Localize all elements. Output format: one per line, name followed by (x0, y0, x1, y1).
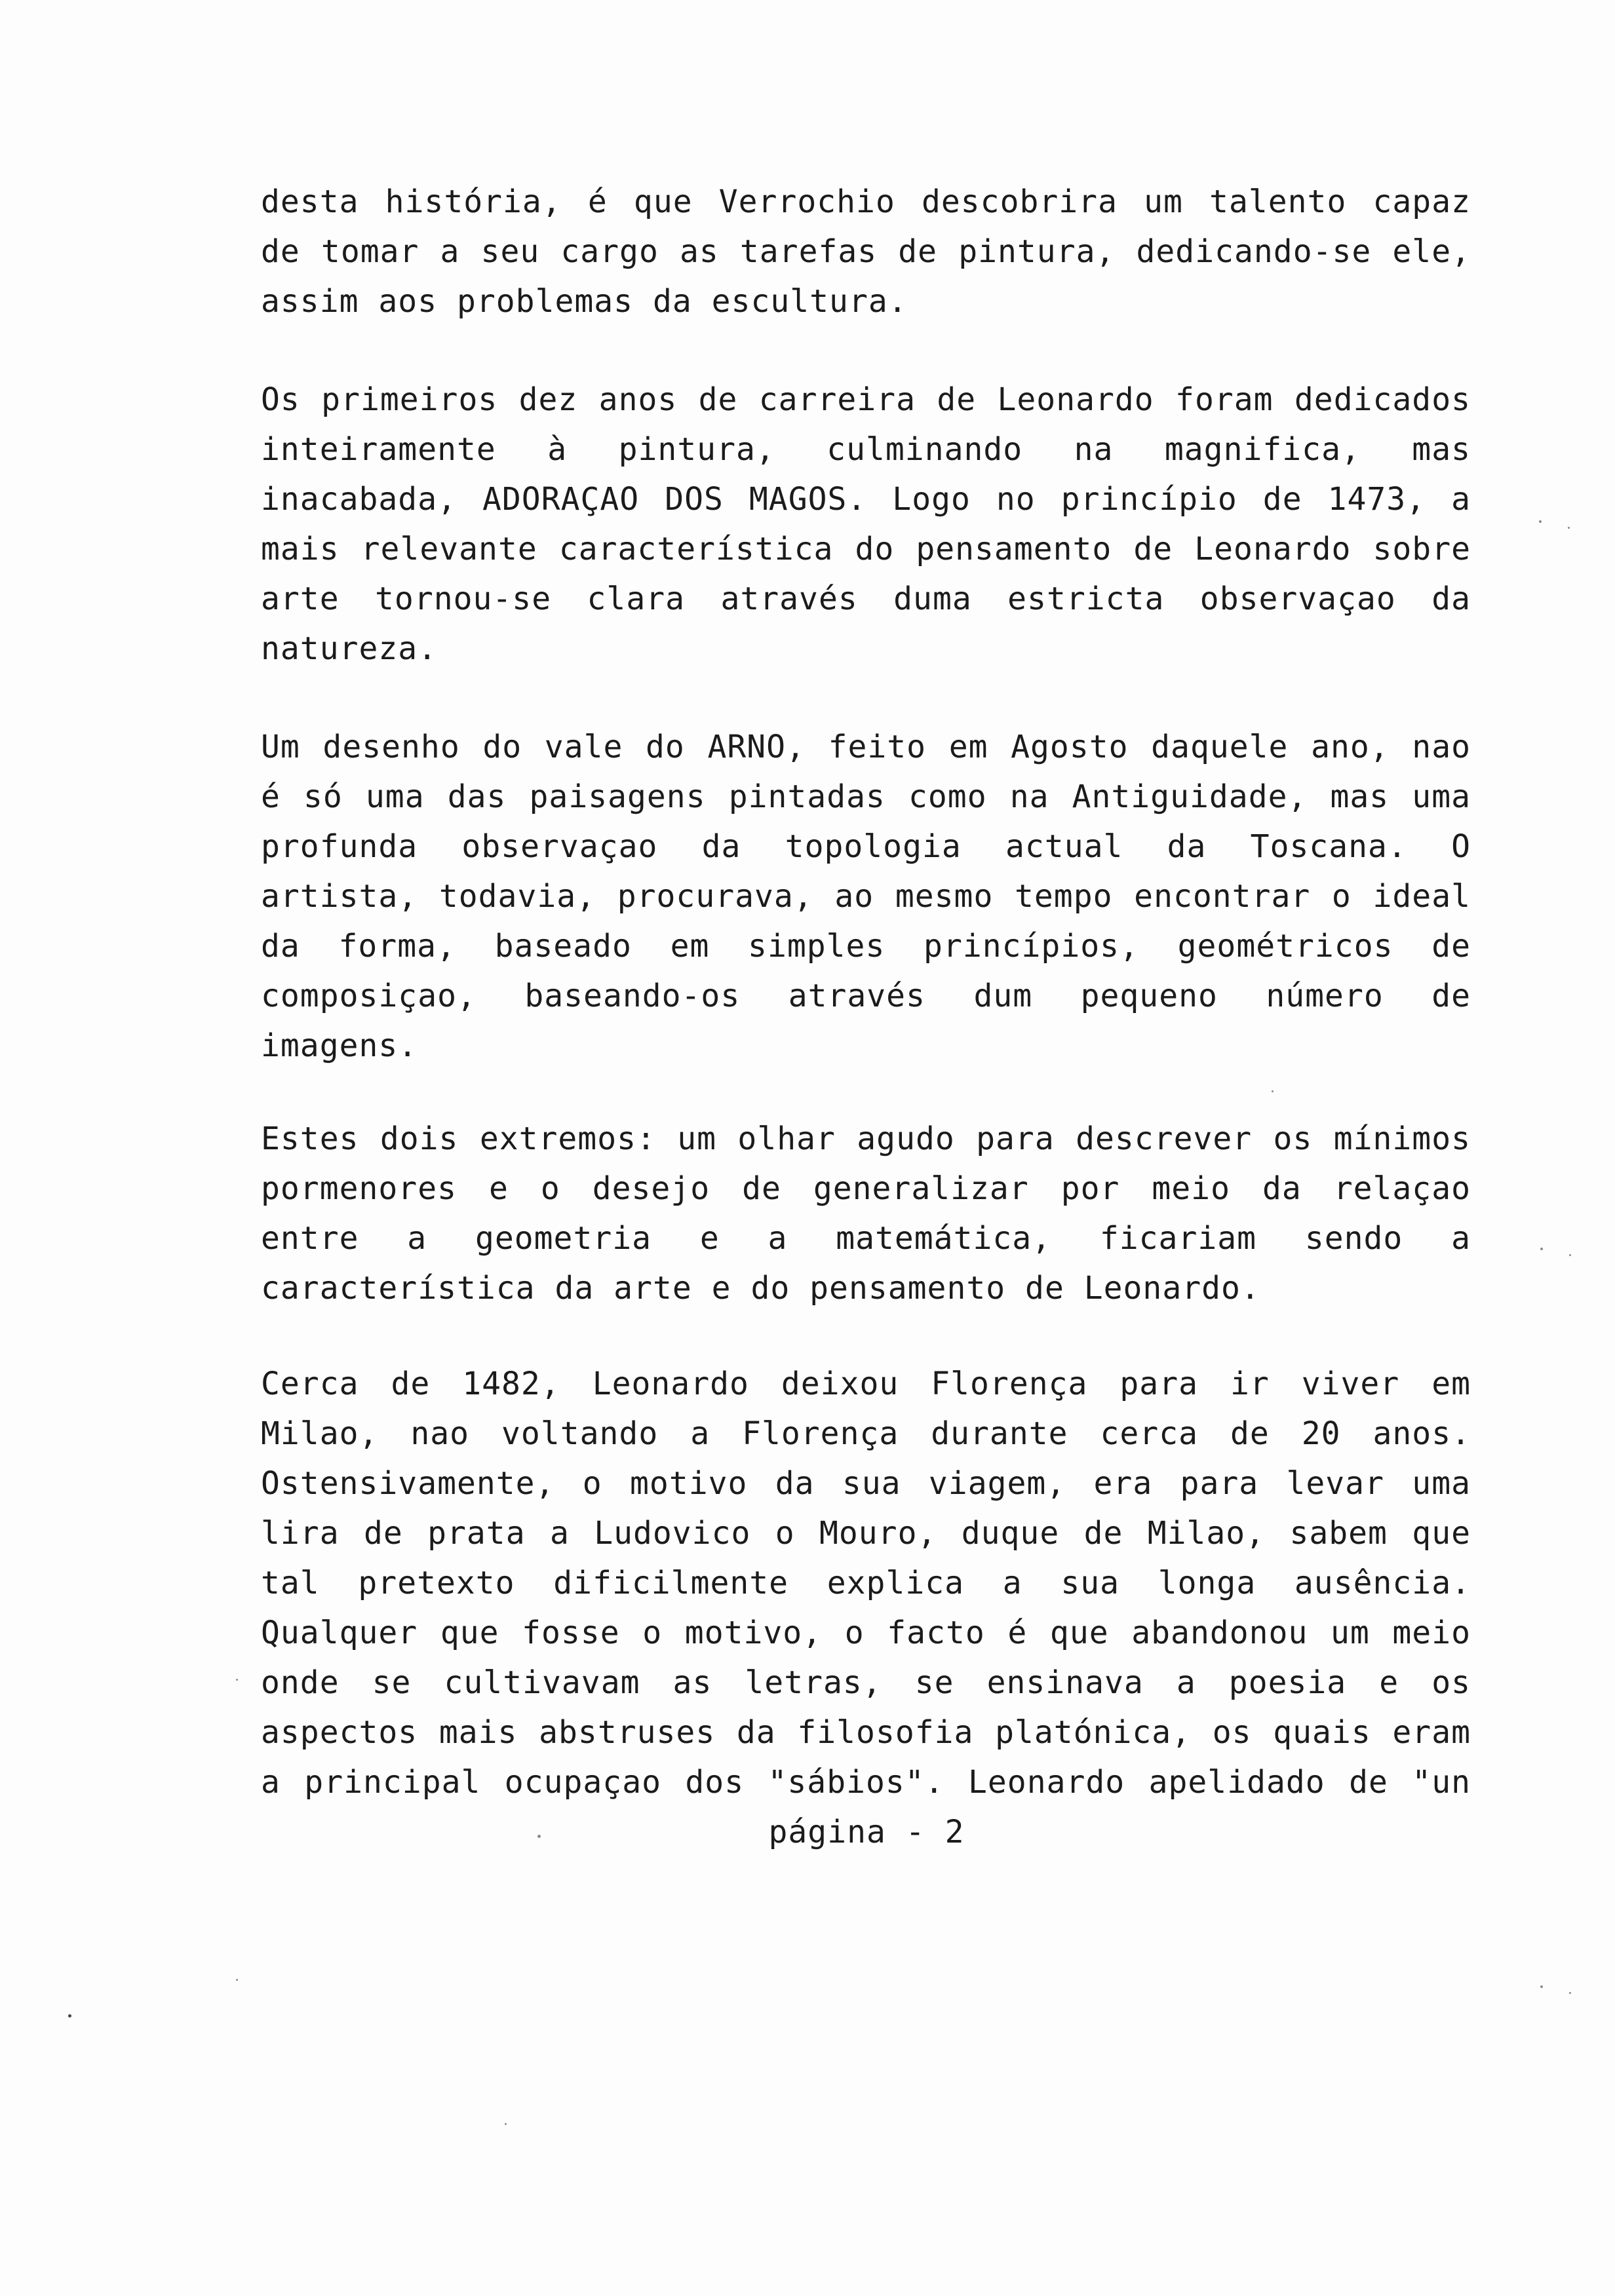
text-line: tal pretexto dificilmente explica a sua longa ausência. (261, 1565, 1471, 1601)
scan-speck (1540, 1985, 1543, 1988)
scan-speck (68, 2014, 71, 2018)
text-line: mais relevante característica do pensamento de Leonardo sobre (261, 531, 1471, 567)
scan-speck (505, 2123, 507, 2125)
scan-speck (236, 1979, 238, 1981)
text-line: da forma, baseado em simples princípios, geométricos de (261, 928, 1471, 965)
scan-speck (1539, 520, 1542, 523)
text-line: natureza. (261, 630, 438, 667)
text-line: aspectos mais abstruses da filosofia platónica, os quais eram (261, 1714, 1471, 1751)
scan-speck (537, 1835, 541, 1838)
paragraph-2 (261, 375, 1471, 674)
text-line: imagens. (261, 1027, 418, 1064)
text-line: inteiramente à pintura, culminando na magnifica, mas (261, 431, 1471, 468)
text-line: de tomar a seu cargo as tarefas de pintura, dedicando-se ele, (261, 233, 1471, 270)
page-number (0, 1807, 1615, 1857)
text-line: composiçao, baseando-os através dum pequeno número de (261, 978, 1471, 1014)
text-line: desta história, é que Verrochio descobrira um talento capaz (261, 183, 1471, 220)
text-line: arte tornou-se clara através duma estricta observaçao da (261, 581, 1471, 617)
text-line: Milao, nao voltando a Florença durante cerca de 20 anos. (261, 1415, 1471, 1452)
paragraph-4 (261, 1114, 1471, 1313)
text-line: Estes dois extremos: um olhar agudo para descrever os mínimos (261, 1120, 1471, 1157)
text-line: inacabada, ADORAÇAO DOS MAGOS. Logo no princípio de 1473, a (261, 481, 1471, 518)
text-line: Os primeiros dez anos de carreira de Leonardo foram dedicados (261, 381, 1471, 418)
page-number-label: página - 2 (768, 1814, 965, 1850)
text-line: onde se cultivavam as letras, se ensinava a poesia e os (261, 1664, 1471, 1701)
text-line: assim aos problemas da escultura. (261, 283, 908, 320)
scan-speck (1569, 1992, 1571, 1994)
paragraph-3 (261, 722, 1471, 1071)
text-line: é só uma das paisagens pintadas como na Antiguidade, mas uma (261, 778, 1471, 815)
text-line: lira de prata a Ludovico o Mouro, duque de Milao, sabem que (261, 1515, 1471, 1552)
paragraph-1 (261, 177, 1471, 326)
scan-speck (1540, 1248, 1543, 1250)
scan-speck (236, 1679, 238, 1681)
text-line: Qualquer que fosse o motivo, o facto é que abandonou um meio (261, 1615, 1471, 1651)
text-line: profunda observaçao da topologia actual da Toscana. O (261, 828, 1471, 865)
text-line: artista, todavia, procurava, ao mesmo tempo encontrar o ideal (261, 878, 1471, 915)
text-line: característica da arte e do pensamento de Leonardo. (261, 1270, 1260, 1307)
text-line: pormenores e o desejo de generalizar por meio da relaçao (261, 1170, 1471, 1207)
scan-speck (1568, 527, 1570, 529)
text-line: Um desenho do vale do ARNO, feito em Agosto daquele ano, nao (261, 729, 1471, 765)
text-line: Ostensivamente, o motivo da sua viagem, era para levar uma (261, 1465, 1471, 1502)
text-line: a principal ocupaçao dos "sábios". Leonardo apelidado de "un (261, 1764, 1471, 1801)
scan-speck (1272, 1090, 1274, 1092)
scan-speck (1569, 1254, 1571, 1256)
paragraph-5 (261, 1359, 1471, 1807)
text-line: Cerca de 1482, Leonardo deixou Florença para ir viver em (261, 1366, 1471, 1402)
text-line: entre a geometria e a matemática, ficariam sendo a (261, 1220, 1471, 1257)
